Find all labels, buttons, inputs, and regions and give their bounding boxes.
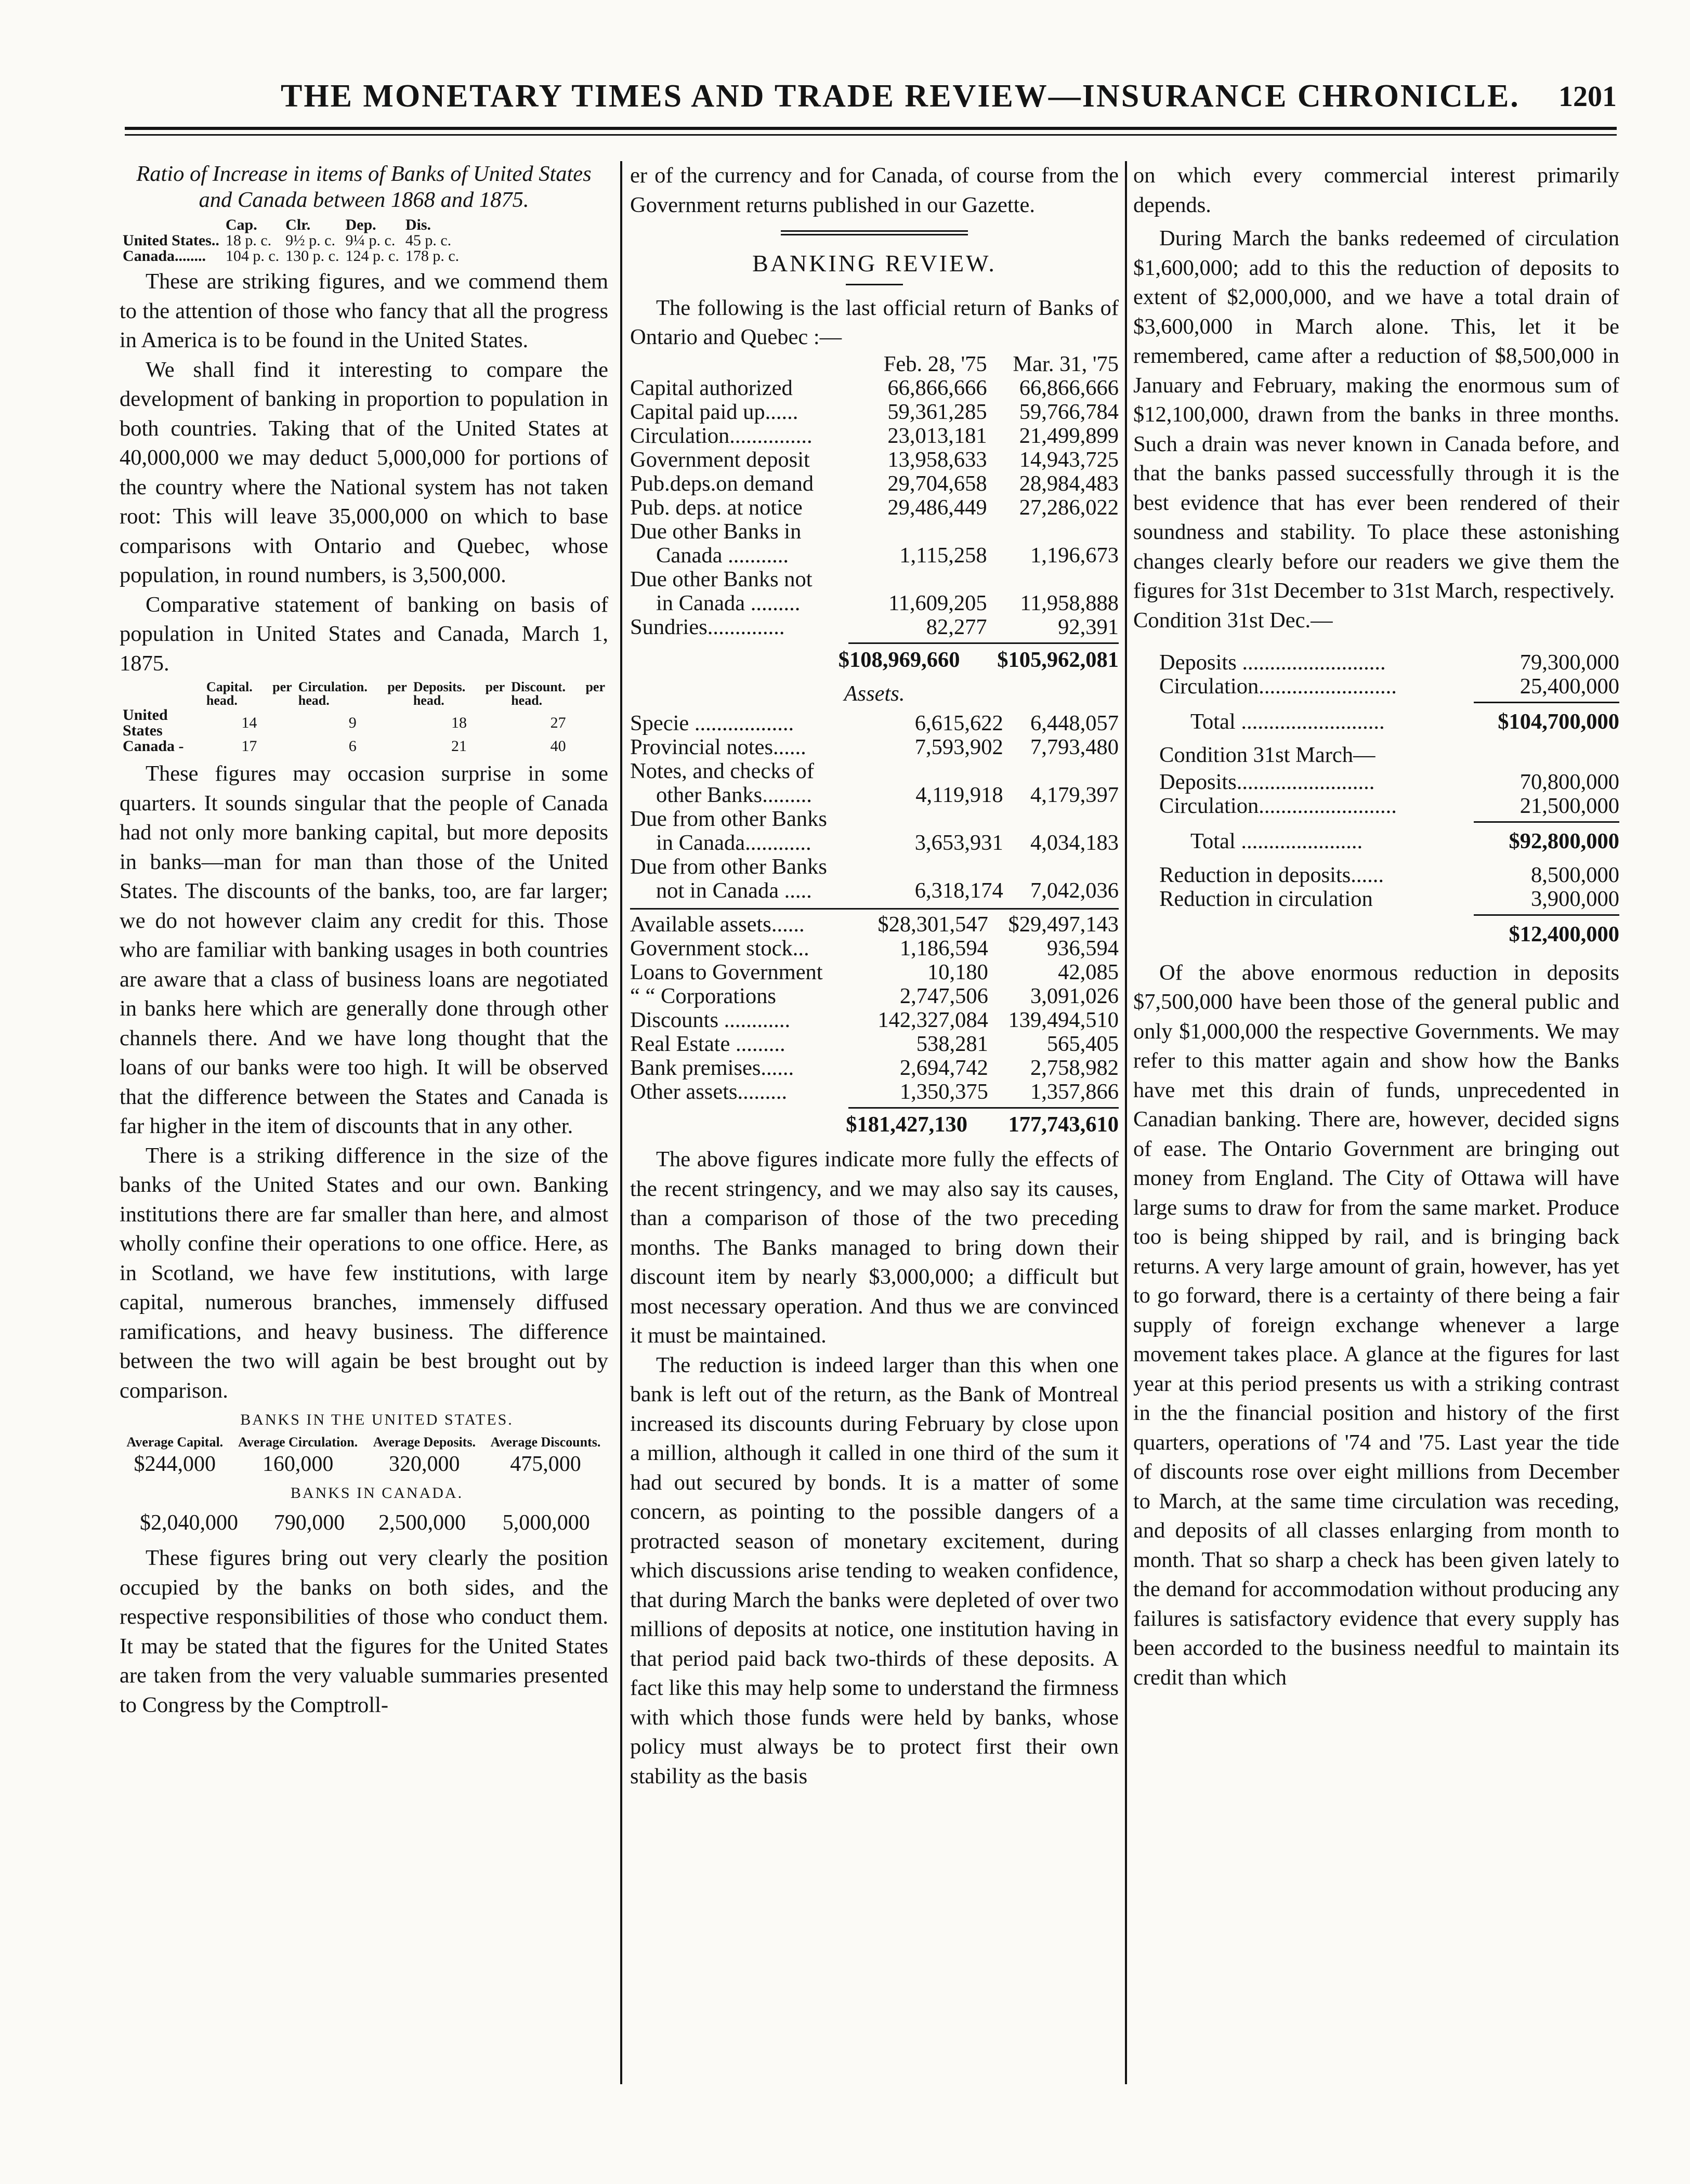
row-value: 565,405 [1046, 1032, 1119, 1056]
paragraph: on which every commercial interest primarily depends. [1133, 163, 1619, 217]
row-value: 6,318,174 [914, 878, 1003, 903]
assets-table-2 [630, 913, 1119, 1104]
row-value: 11,958,888 [1020, 590, 1119, 615]
paragraph: We shall find it interesting to compare the development of banking in proportion to population in both countries. Taking that of the United States at 40,000,000 we may deduct 5,000,000 for portions of the country where the National system has not taken root: This will leave 35,000,000 on which to base comparisons with Ontario and Quebec, whose population, in round numbers, is 3,500,000. [120, 357, 608, 587]
row-label: Real Estate ......... [630, 1032, 785, 1056]
us-banks-table [120, 1435, 608, 1479]
row-value: 936,594 [1046, 936, 1119, 961]
row-value: 59,766,784 [1019, 399, 1119, 424]
row-value: 82,277 [926, 614, 987, 639]
row-value [887, 855, 1003, 879]
page-number: 1201 [1558, 81, 1617, 113]
row-value: 11,609,205 [888, 590, 987, 615]
ca-bank-value: 5,000,000 [502, 1510, 590, 1535]
row-label: Provincial notes...... [630, 735, 806, 759]
capita-cell: 9 [348, 714, 357, 731]
row-label: Pub.deps.on demand [630, 471, 814, 496]
paragraph: Of the above enormous reduction in deposits $7,500,000 have been those of the general public and only $1,000,000 the respective Governments. We may refer to this matter again and show how the Banks have met this drain of funds, unprecedented in Canadian banking. There are, however, decided signs of ease. The Ontario Government are bringing out money from England. The City of Ottawa will have large sums to draw for from the same market. Produce too is being shipped by rail, and is bringing back returns. A very large amount of grain, however, has yet to go forward, there is a certainty of there being a fair supply of foreign exchange whenever a large movement takes place. A glance at the figures for last year at this period presents us with a striking contrast in the the financial position and history of the first quarters, operations of '74 and '75. Last year the tide of discounts rose over eight millions from December to March, at the same time circulation was receding, and deposits of all classes enlarging from month to month. That so sharp a check has been given lately to the demand for accommodation without producing any failures is satisfactory evidence that every supply has been accorded to the business needful to maintain its credit than which [1133, 960, 1619, 1690]
row-value: 139,494,510 [1008, 1008, 1119, 1032]
row-value: 21,500,000 [1519, 793, 1619, 818]
total-value: $92,800,000 [1509, 828, 1619, 853]
ca-bank-value: $2,040,000 [140, 1510, 238, 1535]
row-value: 7,042,036 [1030, 878, 1119, 903]
table-row [630, 1032, 1119, 1056]
header-rule-thick [125, 127, 1617, 130]
row-label: in Canada ......... [656, 590, 801, 615]
row-value: 27,286,022 [1019, 495, 1119, 520]
capita-header: Discount. per head. [511, 679, 605, 708]
table-row [630, 855, 1119, 879]
row-value: 25,400,000 [1519, 674, 1619, 699]
canada-banks-title: BANKS IN CANADA. [290, 1484, 464, 1502]
row-label: other Banks......... [656, 783, 812, 807]
mar-total [1133, 823, 1619, 860]
liabilities-table [630, 352, 1119, 639]
row-value: 13,958,633 [887, 447, 987, 472]
dec-total [1133, 703, 1619, 741]
row-label: Available assets...... [630, 912, 805, 937]
capita-header-blank [120, 680, 203, 707]
capita-header: Circulation. per head. [298, 679, 407, 708]
ratio-cell: 45 p. c. [405, 232, 452, 249]
row-label: “ “ Corporations [630, 984, 776, 1008]
table-row [1133, 863, 1619, 887]
table-row [630, 937, 1119, 961]
row-label: Other assets......... [630, 1080, 788, 1104]
column-2 [630, 161, 1119, 1791]
table-row [630, 568, 1119, 591]
row-label: Reduction in circulation [1159, 886, 1373, 911]
total-value: $104,700,000 [1498, 709, 1619, 734]
ratio-row [120, 248, 462, 264]
column-divider-right [1125, 161, 1127, 2084]
ratio-header: Dis. [405, 216, 431, 233]
table-row [1133, 651, 1619, 675]
row-label: Due from other Banks [630, 807, 827, 831]
row-value: 66,866,666 [887, 375, 987, 400]
capita-cell: 14 [241, 714, 257, 731]
column-3 [1133, 161, 1619, 1692]
paragraph: Comparative statement of banking on basis of population in United States and Canada, March 1, 1875. [120, 592, 608, 676]
row-label: Specie .................. [630, 711, 794, 735]
title-rule [846, 284, 903, 285]
ratio-cell: 178 p. c. [405, 247, 460, 265]
row-label: Capital authorized [630, 375, 793, 400]
ratio-cell: 130 p. c. [285, 247, 339, 265]
avg-header: Average Capital. [126, 1434, 224, 1450]
table-row [630, 448, 1119, 472]
total-value: $181,427,130 [846, 1112, 968, 1137]
row-label: Due other Banks in [630, 519, 802, 544]
row-value: 1,115,258 [899, 543, 987, 568]
table-row [630, 984, 1119, 1008]
avg-header: Average Deposits. [373, 1434, 476, 1450]
capita-header: Deposits. per head. [413, 679, 505, 708]
row-label: Government stock... [630, 936, 809, 961]
per-capita-table [120, 680, 608, 754]
capita-cell: Canada - [123, 738, 184, 755]
ca-bank-value: 2,500,000 [378, 1510, 466, 1535]
assets-title: Assets. [844, 681, 905, 706]
column-1 [120, 161, 608, 1720]
row-value: 1,186,594 [899, 936, 988, 961]
row-value: 2,694,742 [899, 1056, 988, 1080]
row-label: Government deposit [630, 447, 810, 472]
canada-banks-table [120, 1508, 608, 1538]
row-label: Notes, and checks of [630, 759, 815, 783]
table-row [630, 712, 1119, 735]
row-label: Circulation......................... [1159, 674, 1397, 699]
masthead-title: THE MONETARY TIMES AND TRADE REVIEW—INSURANCE CHRONICLE. [281, 78, 1520, 114]
ratio-cell: Canada........ [123, 247, 206, 265]
row-value: 10,180 [927, 960, 988, 984]
row-value: 92,391 [1058, 614, 1119, 639]
row-value: 3,653,931 [914, 831, 1003, 855]
total-blank [630, 644, 801, 676]
row-label: Discounts ............ [630, 1008, 791, 1032]
condition-mar-label: Condition 31st March— [1159, 743, 1375, 767]
table-row [630, 591, 1119, 615]
row-value: 21,499,899 [1019, 423, 1119, 448]
row-value [858, 520, 987, 544]
row-value: 7,793,480 [1030, 735, 1119, 759]
table-row [630, 735, 1119, 759]
row-value [987, 520, 1119, 544]
capita-cell: United States [123, 706, 168, 739]
row-value: 59,361,285 [887, 399, 987, 424]
reduction-total: $12,400,000 [1509, 922, 1619, 946]
paragraph: These figures bring out very clearly the position occupied by the banks on both sides, and the respective responsibilities of those who conduct them. It may be stated that the figures for the United States are taken from the very valuable summaries presented to Congress by the Comptroll- [120, 1546, 608, 1717]
row-value: 42,085 [1058, 960, 1119, 984]
condition-dec-label: Condition 31st Dec.— [1133, 608, 1333, 633]
paragraph: er of the currency and for Canada, of course from the Government returns published in our Gazette. [630, 163, 1119, 217]
row-value [858, 568, 987, 591]
ratio-cell: 124 p. c. [345, 247, 399, 265]
table-row [630, 496, 1119, 520]
condition-mar-table [1133, 770, 1619, 818]
table-row [630, 615, 1119, 639]
table-row [630, 1056, 1119, 1080]
row-value [887, 759, 1003, 783]
row-value: 8,500,000 [1531, 862, 1619, 887]
row-label: Deposits......................... [1159, 769, 1375, 794]
row-label: Bank premises...... [630, 1056, 794, 1080]
row-value: 70,800,000 [1519, 769, 1619, 794]
capita-cell: 27 [550, 714, 566, 731]
table-row [630, 376, 1119, 400]
date-header: Feb. 28, '75 [883, 351, 987, 376]
header-rule-thin [125, 134, 1617, 136]
row-label: not in Canada ..... [656, 878, 812, 903]
row-value: 4,179,397 [1030, 783, 1119, 807]
row-label: Reduction in deposits...... [1159, 862, 1384, 887]
row-value: 23,013,181 [887, 423, 987, 448]
assets-table [630, 712, 1119, 903]
capita-cell: 21 [451, 738, 467, 755]
ratio-table [120, 217, 462, 264]
us-banks-title: BANKS IN THE UNITED STATES. [240, 1411, 514, 1428]
table-row [630, 1008, 1119, 1032]
paragraph: These figures may occasion surprise in some quarters. It sounds singular that the people of Canada had not only more banking capital, but more deposits in banks—man for man than those of the United States. The discounts of the banks, too, are far larger; we do not however claim any credit for this. Those who are familiar with banking usages in both countries are aware that a class of business loans are negotiated in banks here which are generally done through other channels there. And we have long thought that the loans of our banks were too high. It will be observed that the difference between the States and Canada is far higher in the item of discounts that in any other. [120, 761, 608, 1138]
avg-header: Average Circulation. [238, 1434, 358, 1450]
us-bank-value: 320,000 [389, 1452, 460, 1476]
table-row [630, 472, 1119, 496]
row-label: Due from other Banks [630, 854, 827, 879]
assets-total [630, 1109, 1119, 1141]
ratio-cell: United States.. [123, 232, 219, 249]
ratio-header-blank [120, 217, 222, 233]
row-label: in Canada............ [656, 831, 811, 855]
ratio-cell: 9¼ p. c. [345, 232, 396, 249]
row-value: 6,615,622 [914, 711, 1003, 735]
ratio-header: Cap. [225, 216, 257, 233]
table-row [630, 544, 1119, 568]
total-blank [630, 1109, 801, 1141]
row-value: 3,091,026 [1030, 984, 1119, 1008]
row-value: 1,357,866 [1030, 1080, 1119, 1104]
row-value [1003, 807, 1119, 831]
row-value [887, 807, 1003, 831]
paragraph: The above figures indicate more fully the effects of the recent stringency, and we may also say its causes, than a comparison of those of the two preceding months. The Banks managed to bring down their discount item by nearly $3,000,000; a difficult but most necessary operation. And thus we are convinced it must be maintained. [630, 1147, 1119, 1348]
row-value: $29,497,143 [1008, 912, 1119, 937]
capita-header: Capital. per head. [206, 679, 292, 708]
liabilities-total [630, 644, 1119, 676]
column-divider-left [620, 161, 622, 2084]
paragraph: These are striking figures, and we commend them to the attention of those who fancy that all the progress in America is to be found in the United States. [120, 269, 608, 352]
paragraph: During March the banks redeemed of circulation $1,600,000; add to this the reduction of deposits to extent of $2,000,000, and we have a total drain of $3,600,000 in March alone. This, let it be remembered, came after a reduction of $8,500,000 in January and February, making the enormous sum of $12,100,000, drawn from the banks in three months. Such a drain was never known in Canada before, and that the banks passed successfully through it is the best evidence that has ever been rendered of their soundness and stability. To place these astonishing changes clearly before our readers we give them the figures for 31st December to 31st March, respectively. [1133, 226, 1619, 603]
row-label: Circulation......................... [1159, 793, 1397, 818]
capita-cell: 17 [241, 738, 257, 755]
date-blank [630, 352, 858, 376]
row-value: 6,448,057 [1030, 711, 1119, 735]
total-label: Total ...................... [1190, 828, 1363, 853]
total-value: 177,743,610 [1008, 1112, 1119, 1137]
total-value: $108,969,660 [838, 647, 960, 672]
row-value: 1,350,375 [899, 1080, 988, 1104]
masthead [125, 78, 1617, 120]
ratio-cell: 18 p. c. [225, 232, 272, 249]
table-row [630, 831, 1119, 855]
row-label: Pub. deps. at notice [630, 495, 803, 520]
ratio-cell: 104 p. c. [225, 247, 280, 265]
paragraph: There is a striking difference in the size of the banks of the United States and our own. Banking institutions there are far smaller than here, and almost wholly confine their operations to one office. Here, as in Scotland, we have few institutions, with large capital, numerous branches, immensely diffused ramifications, and heavy business. The difference between the two will again be best brought out by comparison. [120, 1143, 608, 1403]
table-row [1133, 770, 1619, 794]
row-value: 7,593,902 [914, 735, 1003, 759]
table-row [1133, 887, 1619, 911]
row-value: 4,119,918 [915, 783, 1003, 807]
ratio-header: Clr. [285, 216, 311, 233]
reduction-table [1133, 863, 1619, 911]
avg-header: Average Discounts. [490, 1434, 601, 1450]
table-row [630, 400, 1119, 424]
condition-dec-table [1133, 651, 1619, 699]
ratio-title: Ratio of Increase in items of Banks of United States and Canada between 1868 and 1875. [136, 162, 592, 212]
table-row [630, 759, 1119, 783]
row-label: Deposits .......................... [1159, 650, 1386, 675]
capita-row [120, 739, 608, 754]
capita-row [120, 707, 608, 739]
row-value: 3,900,000 [1531, 886, 1619, 911]
row-value [1003, 855, 1119, 879]
total-label: Total .......................... [1190, 709, 1385, 734]
row-value: 79,300,000 [1519, 650, 1619, 675]
row-label: Sundries.............. [630, 614, 785, 639]
ca-bank-value: 790,000 [273, 1510, 345, 1535]
row-value: 538,281 [916, 1032, 988, 1056]
ratio-header: Dep. [345, 216, 376, 233]
table-row [630, 520, 1119, 544]
row-label: Capital paid up...... [630, 399, 798, 424]
table-row [1133, 794, 1619, 818]
row-value: 29,704,658 [887, 471, 987, 496]
section-rule [781, 230, 968, 235]
table-row [630, 879, 1119, 903]
date-header: Mar. 31, '75 [1013, 351, 1119, 376]
ratio-cell: 9½ p. c. [285, 232, 335, 249]
us-bank-value: 475,000 [510, 1452, 581, 1476]
row-label: Canada ........... [656, 543, 789, 568]
row-value: $28,301,547 [877, 912, 988, 937]
capita-cell: 40 [550, 738, 566, 755]
table-row [630, 783, 1119, 807]
row-value: 66,866,666 [1019, 375, 1119, 400]
row-value: 2,758,982 [1030, 1056, 1119, 1080]
table-row [630, 424, 1119, 448]
row-value [1003, 759, 1119, 783]
table-row [630, 961, 1119, 984]
row-label: Loans to Government [630, 960, 823, 984]
row-label: Due other Banks not [630, 567, 813, 591]
row-value: 142,327,084 [877, 1008, 988, 1032]
row-label: Circulation............... [630, 423, 813, 448]
us-bank-value: 160,000 [262, 1452, 334, 1476]
capita-cell: 6 [348, 738, 357, 755]
ratio-row [120, 233, 462, 248]
row-value: 29,486,449 [887, 495, 987, 520]
us-bank-value: $244,000 [134, 1452, 216, 1476]
row-value: 28,984,483 [1019, 471, 1119, 496]
assets-rule [630, 908, 1119, 910]
row-value: 4,034,183 [1030, 831, 1119, 855]
row-value [987, 568, 1119, 591]
row-value: 14,943,725 [1019, 447, 1119, 472]
row-value: 2,747,506 [899, 984, 988, 1008]
total-value: $105,962,081 [997, 647, 1119, 672]
row-value: 1,196,673 [1030, 543, 1119, 568]
paragraph: The reduction is indeed larger than this when one bank is left out of the return, as the Bank of Montreal increased its discounts during February by close upon a million, although it called in one third of the sum it had out secured by bonds. It is a matter of some concern, as pointing to the possible dangers of a protracted season of monetary excitement, during which discussions arise tending to weaken confidence, that during March the banks were depleted of over two millions of deposits at notice, one institution having in that period paid back two-thirds of these deposits. A fact like this may help some to understand the firmness with which those funds were held by banks, whose policy must always be to protect first their own stability as the basis [630, 1352, 1119, 1788]
capita-cell: 18 [451, 714, 467, 731]
table-row [630, 913, 1119, 937]
paragraph: The following is the last official return of Banks of Ontario and Quebec :— [630, 295, 1119, 349]
table-row [630, 807, 1119, 831]
section-title: BANKING REVIEW. [752, 250, 997, 277]
table-row [630, 1080, 1119, 1104]
table-row [1133, 675, 1619, 699]
